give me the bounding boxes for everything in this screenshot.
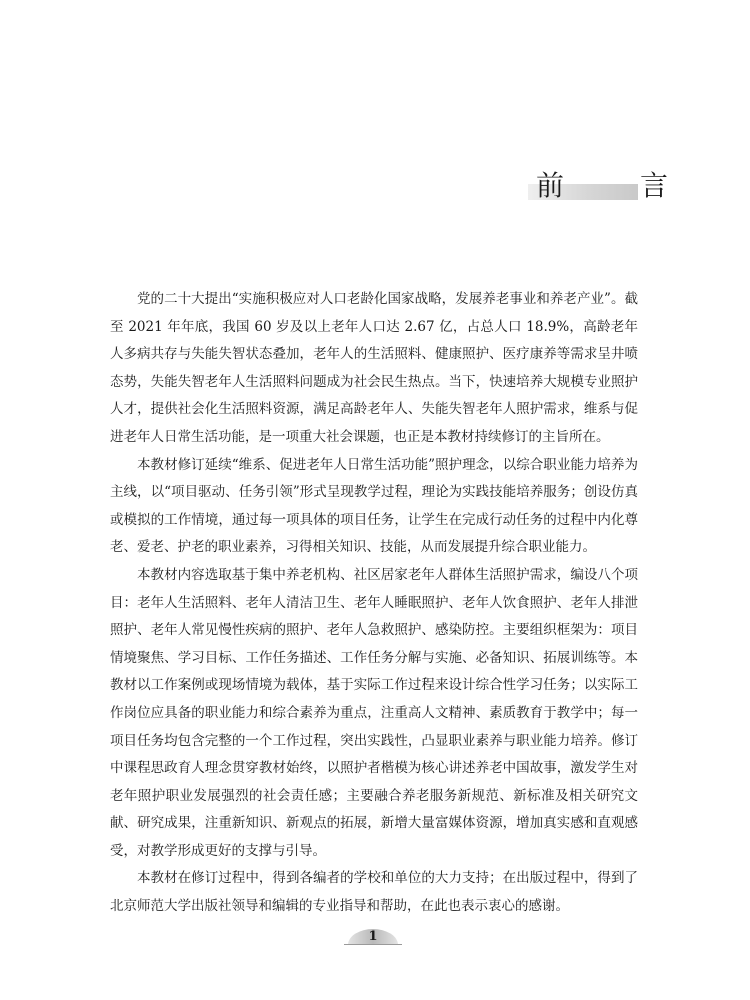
page-title: 前 言 bbox=[536, 169, 693, 202]
paragraph-3: 本教材内容选取基于集中养老机构、社区居家老年人群体生活照护需求，编设八个项目：老年人生活照料、老年人清洁卫生、老年人睡眠照护、老年人饮食照护、老年人排泄照护、老年人常见慢性疾病的照护、老年人急救照护、感染防控。主要组织框架为：项目情境聚焦、学习目标、工作任务描述、工作任务分解与实施、必备知识、拓展训练等。本教材以工作案例或现场情境为载体，基于实际工作过程来设计综合性学习任务；以实际工作岗位应具备的职业能力和综合素养为重点，注重高人文精神、素质教育于教学中；每一项目任务均包含完整的一个工作过程，突出实践性，凸显职业素养与职业能力培养。修订中课程思政育人理念贯穿教材始终，以照护者楷模为核心讲述养老中国故事，激发学生对老年照护职业发展强烈的社会责任感；主要融合养老服务新规范、新标准及相关研究文献、研究成果，注重新知识、新观点的拓展，新增大量富媒体资源，增加真实感和直观感受，对教学形成更好的支撑与引导。 bbox=[110, 566, 638, 859]
page-heading bbox=[528, 168, 693, 202]
paragraph-2: 本教材修订延续“维系、促进老年人日常生活功能”照护理念，以综合职业能力培养为主线，以“项目驱动、任务引领”形式呈现教学过程，理论为实践技能培养服务；创设仿真或模拟的工作情境，通过每一项具体的项目任务，让学生在完成行动任务的过程中内化尊老、爱老、护老的职业素养，习得相关知识、技能，从而发展提升综合职业能力。 bbox=[110, 456, 638, 556]
paragraph-1: 党的二十大提出“实施积极应对人口老龄化国家战略，发展养老事业和养老产业”。截至 2021 年年底，我国 60 岁及以上老年人口达 2.67 亿，占总人口 18.9%，高龄老年人多病共存与失能失智状态叠加，老年人的生活照料、健康照护、医疗康养等需求呈井喷态势，失能失智老年人生活照料问题成为社会民生热点。当下，快速培养大规模专业照护人才，提供社会化生活照料资源，满足高龄老年人、失能失智老年人照护需求，维系与促进老年人日常生活功能，是一项重大社会课题，也正是本教材持续修订的主旨所在。 bbox=[110, 291, 638, 445]
page-number: 1 bbox=[368, 929, 378, 944]
paragraph-4: 本教材在修订过程中，得到各编者的学校和单位的大力支持；在出版过程中，得到了北京师范大学出版社领导和编辑的专业指导和帮助，在此也表示衷心的感谢。 bbox=[110, 870, 638, 915]
page-number-badge bbox=[348, 929, 398, 945]
preface-body bbox=[110, 286, 638, 921]
